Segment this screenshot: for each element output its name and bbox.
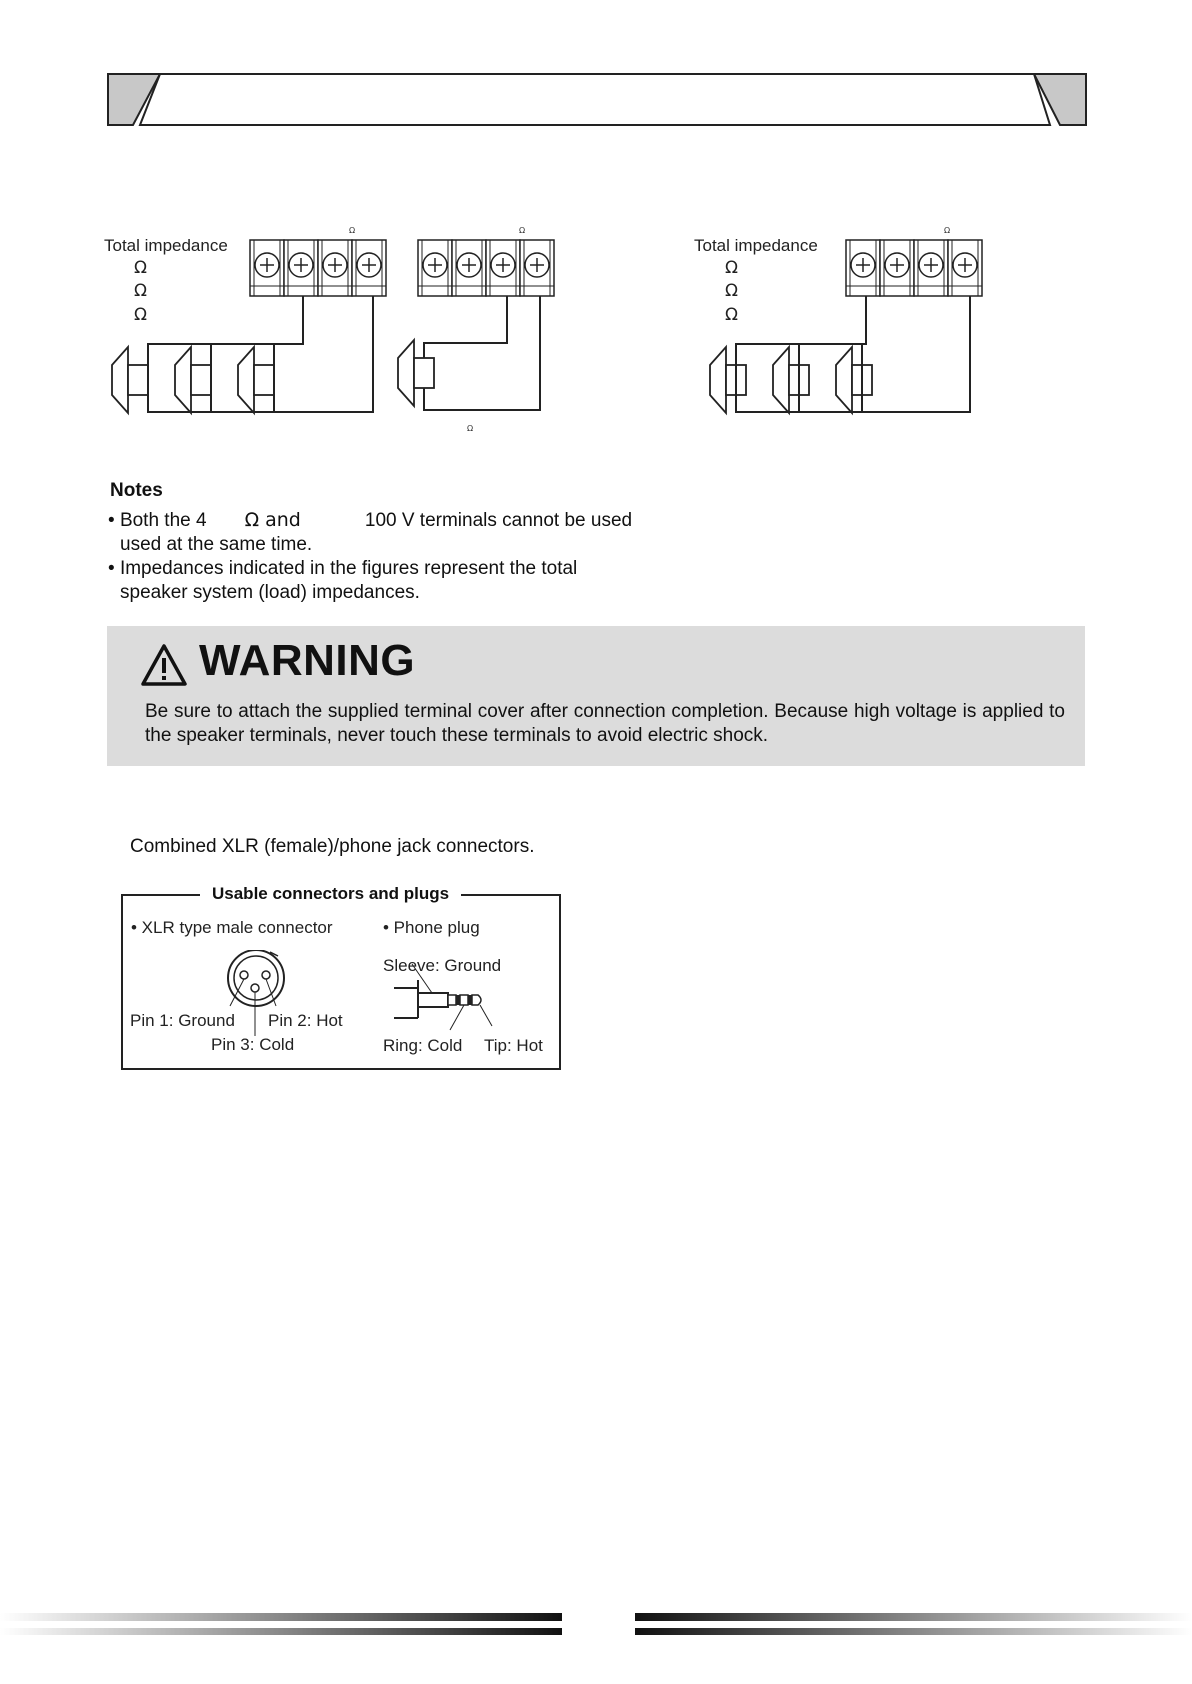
note-1-part-c: 100 V terminals cannot be used <box>364 510 633 531</box>
terminal-strip-b <box>418 240 554 296</box>
total-impedance-label-left: Total impedance <box>104 236 228 255</box>
xlr-pin2-label: Pin 2: Hot <box>268 1011 343 1030</box>
impedance-omega-left-1: Ω <box>134 258 147 278</box>
phone-tip-label: Tip: Hot <box>484 1036 543 1055</box>
speakers-parallel-a <box>112 296 373 413</box>
terminal-strip-a <box>250 240 386 296</box>
footer-bar-right-bottom <box>635 1628 1192 1635</box>
impedance-omega-right-1: Ω <box>725 258 738 278</box>
note-2-text: Impedances indicated in the figures represent the total <box>119 558 578 579</box>
terminal-omega-a: Ω <box>349 226 356 235</box>
speaker-wiring-diagrams <box>0 0 1192 440</box>
impedance-omega-left-2: Ω <box>134 281 147 301</box>
terminal-strip-c <box>846 240 982 296</box>
phone-ring-label: Ring: Cold <box>383 1036 463 1055</box>
footer-bar-left-top <box>0 1613 562 1621</box>
terminal-omega-b: Ω <box>519 226 526 235</box>
input-description: Combined XLR (female)/phone jack connectors. <box>130 836 535 857</box>
terminal-omega-c: Ω <box>944 226 951 235</box>
phone-sleeve-label: Sleeve: Ground <box>383 956 502 975</box>
footer-bar-right-top <box>635 1613 1192 1621</box>
note-2-line2: speaker system (load) impedances. <box>120 582 420 603</box>
warning-title: WARNING <box>199 636 416 685</box>
note-1-line1 <box>108 508 688 533</box>
phone-heading: • Phone plug <box>383 918 480 937</box>
note-item-2 <box>108 557 748 605</box>
warning-text: Be sure to attach the supplied terminal cover after connection completion. Because high voltage is applied to the speaker terminals, never touch these terminals to avoid electric shock. <box>145 701 1065 746</box>
bottom-omega-b: Ω <box>467 424 474 433</box>
note-1-bullet: • <box>108 510 115 531</box>
speakers-parallel-c <box>710 296 970 413</box>
note-1-part-b: Ω and <box>244 509 301 531</box>
note-1-line2: used at the same time. <box>120 534 313 555</box>
speaker-single-b <box>398 296 540 410</box>
notes-title: Notes <box>110 480 163 501</box>
note-2-bullet: • <box>108 558 115 579</box>
impedance-omega-left-3: Ω <box>134 305 147 325</box>
note-1-part-a: Both the 4 <box>119 510 207 531</box>
xlr-heading: • XLR type male connector <box>131 918 333 937</box>
impedance-omega-right-3: Ω <box>725 305 738 325</box>
note-2-line1 <box>108 557 748 581</box>
total-impedance-label-right: Total impedance <box>694 236 818 255</box>
note-item-1 <box>108 508 688 557</box>
impedance-omega-right-2: Ω <box>725 281 738 301</box>
xlr-pin3-label: Pin 3: Cold <box>211 1035 295 1054</box>
xlr-pin1-label: Pin 1: Ground <box>130 1011 235 1030</box>
usable-connectors-title: Usable connectors and plugs <box>200 884 461 904</box>
warning-triangle-icon <box>140 643 188 687</box>
footer-bars <box>0 1600 1192 1640</box>
footer-bar-left-bottom <box>0 1628 562 1635</box>
